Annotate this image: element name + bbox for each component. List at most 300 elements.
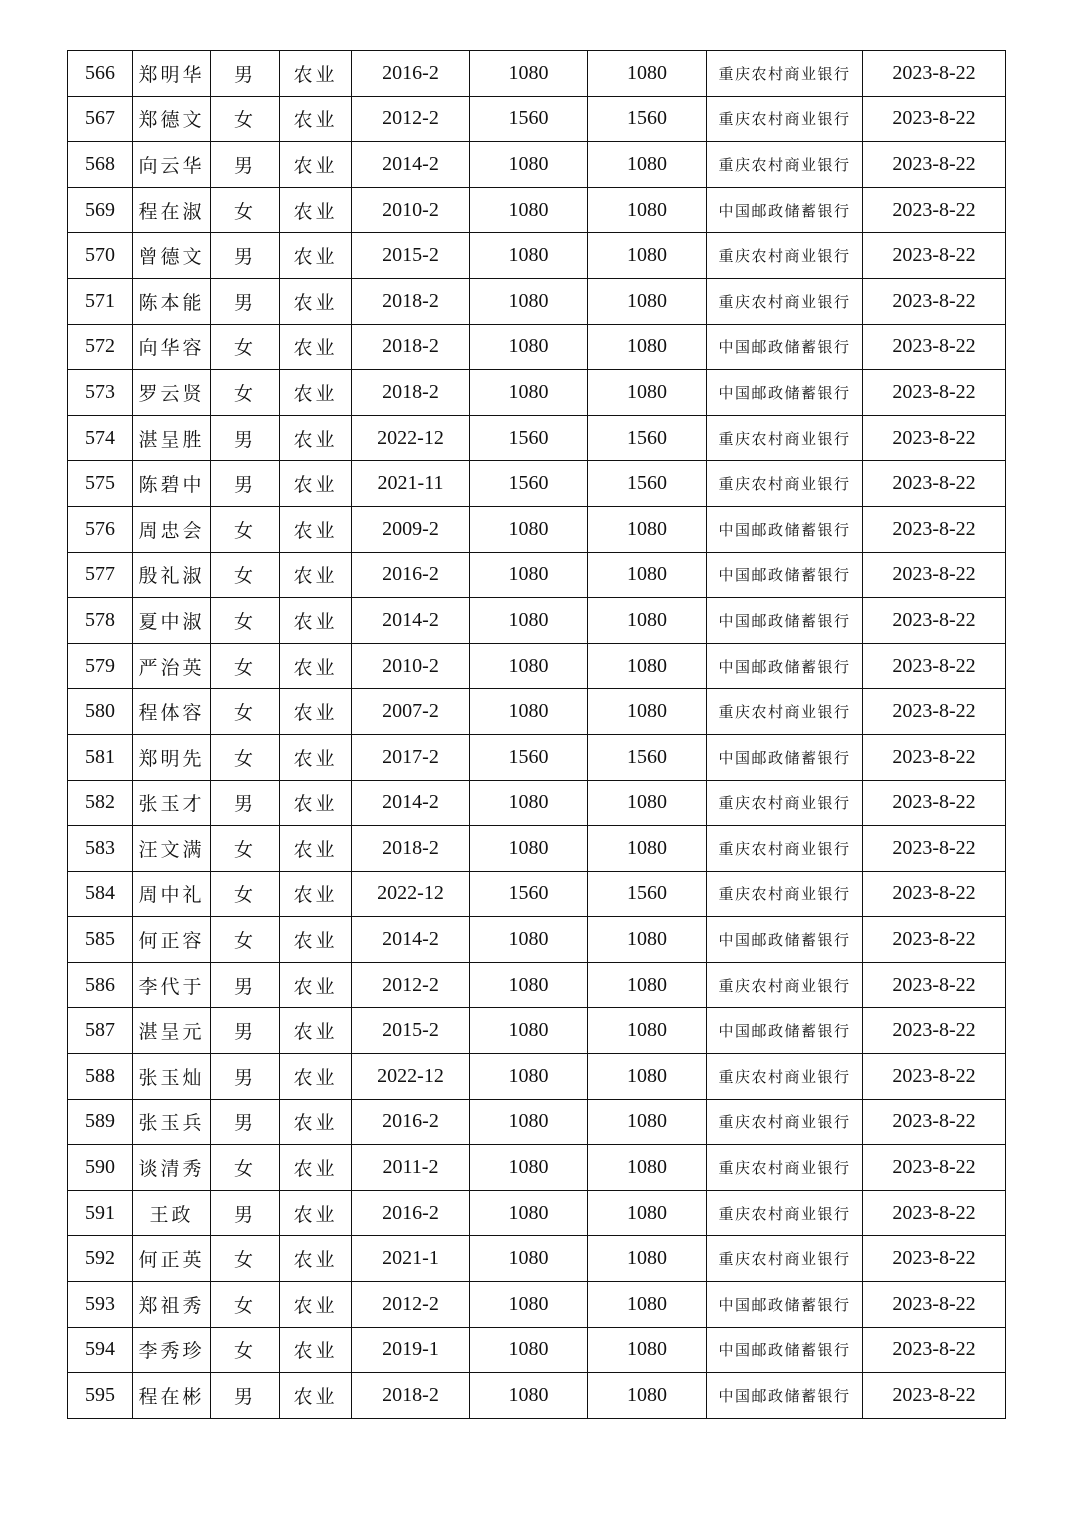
bank-cell: 重庆农村商业银行 [707, 1054, 863, 1100]
occupation-cell: 农业 [280, 1099, 352, 1145]
occupation-cell: 农业 [280, 187, 352, 233]
name-cell: 向华容 [133, 324, 211, 370]
row-number-cell: 584 [68, 871, 133, 917]
bank-cell: 重庆农村商业银行 [707, 278, 863, 324]
amount-paid-cell: 1080 [588, 917, 707, 963]
start-date-cell: 2016-2 [352, 1190, 470, 1236]
issue-date-cell: 2023-8-22 [863, 1099, 1006, 1145]
name-cell: 陈碧中 [133, 461, 211, 507]
row-number-cell: 593 [68, 1282, 133, 1328]
issue-date-cell: 2023-8-22 [863, 689, 1006, 735]
start-date-cell: 2017-2 [352, 734, 470, 780]
gender-cell: 女 [211, 1145, 280, 1191]
row-number-cell: 589 [68, 1099, 133, 1145]
amount-cell: 1080 [470, 643, 588, 689]
occupation-cell: 农业 [280, 1236, 352, 1282]
amount-paid-cell: 1080 [588, 598, 707, 644]
name-cell: 汪文满 [133, 826, 211, 872]
table-row [68, 552, 1006, 598]
amount-paid-cell: 1080 [588, 689, 707, 735]
occupation-cell: 农业 [280, 415, 352, 461]
name-cell: 湛呈胜 [133, 415, 211, 461]
amount-cell: 1080 [470, 51, 588, 97]
amount-cell: 1560 [470, 461, 588, 507]
row-number-cell: 570 [68, 233, 133, 279]
amount-cell: 1080 [470, 233, 588, 279]
issue-date-cell: 2023-8-22 [863, 96, 1006, 142]
table-row [68, 1373, 1006, 1419]
bank-cell: 中国邮政储蓄银行 [707, 370, 863, 416]
gender-cell: 女 [211, 1236, 280, 1282]
table-row [68, 51, 1006, 97]
name-cell: 程体容 [133, 689, 211, 735]
bank-cell: 重庆农村商业银行 [707, 962, 863, 1008]
row-number-cell: 571 [68, 278, 133, 324]
gender-cell: 女 [211, 689, 280, 735]
amount-paid-cell: 1080 [588, 187, 707, 233]
amount-cell: 1080 [470, 278, 588, 324]
name-cell: 湛呈元 [133, 1008, 211, 1054]
row-number-cell: 586 [68, 962, 133, 1008]
amount-cell: 1080 [470, 689, 588, 735]
gender-cell: 男 [211, 1008, 280, 1054]
amount-paid-cell: 1080 [588, 370, 707, 416]
start-date-cell: 2018-2 [352, 1373, 470, 1419]
bank-cell: 重庆农村商业银行 [707, 233, 863, 279]
occupation-cell: 农业 [280, 51, 352, 97]
occupation-cell: 农业 [280, 370, 352, 416]
bank-cell: 重庆农村商业银行 [707, 142, 863, 188]
name-cell: 王政 [133, 1190, 211, 1236]
occupation-cell: 农业 [280, 1145, 352, 1191]
amount-cell: 1560 [470, 415, 588, 461]
start-date-cell: 2014-2 [352, 598, 470, 644]
amount-paid-cell: 1560 [588, 871, 707, 917]
occupation-cell: 农业 [280, 1008, 352, 1054]
issue-date-cell: 2023-8-22 [863, 1054, 1006, 1100]
occupation-cell: 农业 [280, 643, 352, 689]
amount-cell: 1080 [470, 142, 588, 188]
bank-cell: 重庆农村商业银行 [707, 51, 863, 97]
row-number-cell: 585 [68, 917, 133, 963]
roster-table [67, 50, 1006, 1419]
amount-cell: 1080 [470, 962, 588, 1008]
gender-cell: 女 [211, 643, 280, 689]
issue-date-cell: 2023-8-22 [863, 734, 1006, 780]
amount-cell: 1080 [470, 324, 588, 370]
table-row [68, 1099, 1006, 1145]
amount-paid-cell: 1080 [588, 552, 707, 598]
gender-cell: 女 [211, 917, 280, 963]
start-date-cell: 2014-2 [352, 917, 470, 963]
occupation-cell: 农业 [280, 233, 352, 279]
occupation-cell: 农业 [280, 1327, 352, 1373]
name-cell: 罗云贤 [133, 370, 211, 416]
start-date-cell: 2009-2 [352, 506, 470, 552]
amount-paid-cell: 1080 [588, 1327, 707, 1373]
amount-cell: 1080 [470, 1327, 588, 1373]
table-row [68, 643, 1006, 689]
start-date-cell: 2007-2 [352, 689, 470, 735]
amount-paid-cell: 1080 [588, 643, 707, 689]
amount-cell: 1080 [470, 1145, 588, 1191]
start-date-cell: 2018-2 [352, 278, 470, 324]
gender-cell: 男 [211, 278, 280, 324]
amount-cell: 1080 [470, 1054, 588, 1100]
start-date-cell: 2010-2 [352, 643, 470, 689]
gender-cell: 女 [211, 370, 280, 416]
row-number-cell: 594 [68, 1327, 133, 1373]
occupation-cell: 农业 [280, 506, 352, 552]
row-number-cell: 568 [68, 142, 133, 188]
amount-cell: 1080 [470, 598, 588, 644]
occupation-cell: 农业 [280, 1190, 352, 1236]
name-cell: 何正英 [133, 1236, 211, 1282]
amount-paid-cell: 1080 [588, 1054, 707, 1100]
bank-cell: 中国邮政储蓄银行 [707, 1373, 863, 1419]
amount-cell: 1560 [470, 96, 588, 142]
issue-date-cell: 2023-8-22 [863, 142, 1006, 188]
start-date-cell: 2014-2 [352, 142, 470, 188]
occupation-cell: 农业 [280, 278, 352, 324]
occupation-cell: 农业 [280, 552, 352, 598]
start-date-cell: 2021-11 [352, 461, 470, 507]
amount-paid-cell: 1080 [588, 1190, 707, 1236]
row-number-cell: 590 [68, 1145, 133, 1191]
issue-date-cell: 2023-8-22 [863, 51, 1006, 97]
amount-cell: 1080 [470, 506, 588, 552]
issue-date-cell: 2023-8-22 [863, 233, 1006, 279]
table-row [68, 142, 1006, 188]
row-number-cell: 579 [68, 643, 133, 689]
table-row [68, 96, 1006, 142]
amount-cell: 1080 [470, 552, 588, 598]
row-number-cell: 588 [68, 1054, 133, 1100]
row-number-cell: 566 [68, 51, 133, 97]
start-date-cell: 2022-12 [352, 1054, 470, 1100]
gender-cell: 男 [211, 415, 280, 461]
gender-cell: 女 [211, 734, 280, 780]
start-date-cell: 2014-2 [352, 780, 470, 826]
table-row [68, 1190, 1006, 1236]
amount-cell: 1560 [470, 734, 588, 780]
bank-cell: 重庆农村商业银行 [707, 1190, 863, 1236]
gender-cell: 男 [211, 1099, 280, 1145]
amount-cell: 1080 [470, 1008, 588, 1054]
name-cell: 周中礼 [133, 871, 211, 917]
occupation-cell: 农业 [280, 1373, 352, 1419]
issue-date-cell: 2023-8-22 [863, 370, 1006, 416]
name-cell: 郑德文 [133, 96, 211, 142]
occupation-cell: 农业 [280, 689, 352, 735]
row-number-cell: 592 [68, 1236, 133, 1282]
issue-date-cell: 2023-8-22 [863, 962, 1006, 1008]
amount-paid-cell: 1080 [588, 233, 707, 279]
issue-date-cell: 2023-8-22 [863, 1008, 1006, 1054]
bank-cell: 中国邮政储蓄银行 [707, 324, 863, 370]
table-row [68, 187, 1006, 233]
name-cell: 向云华 [133, 142, 211, 188]
issue-date-cell: 2023-8-22 [863, 643, 1006, 689]
gender-cell: 女 [211, 871, 280, 917]
start-date-cell: 2012-2 [352, 1282, 470, 1328]
table-row [68, 1327, 1006, 1373]
name-cell: 郑祖秀 [133, 1282, 211, 1328]
amount-cell: 1080 [470, 826, 588, 872]
row-number-cell: 574 [68, 415, 133, 461]
bank-cell: 重庆农村商业银行 [707, 461, 863, 507]
occupation-cell: 农业 [280, 734, 352, 780]
amount-paid-cell: 1560 [588, 461, 707, 507]
amount-paid-cell: 1080 [588, 51, 707, 97]
table-row [68, 917, 1006, 963]
issue-date-cell: 2023-8-22 [863, 1282, 1006, 1328]
start-date-cell: 2016-2 [352, 552, 470, 598]
amount-cell: 1080 [470, 1373, 588, 1419]
bank-cell: 中国邮政储蓄银行 [707, 1008, 863, 1054]
occupation-cell: 农业 [280, 1282, 352, 1328]
issue-date-cell: 2023-8-22 [863, 552, 1006, 598]
table-row [68, 370, 1006, 416]
gender-cell: 女 [211, 324, 280, 370]
start-date-cell: 2019-1 [352, 1327, 470, 1373]
gender-cell: 男 [211, 461, 280, 507]
gender-cell: 女 [211, 552, 280, 598]
start-date-cell: 2022-12 [352, 415, 470, 461]
bank-cell: 中国邮政储蓄银行 [707, 506, 863, 552]
occupation-cell: 农业 [280, 598, 352, 644]
occupation-cell: 农业 [280, 96, 352, 142]
occupation-cell: 农业 [280, 1054, 352, 1100]
row-number-cell: 581 [68, 734, 133, 780]
issue-date-cell: 2023-8-22 [863, 278, 1006, 324]
amount-cell: 1080 [470, 1190, 588, 1236]
table-row [68, 324, 1006, 370]
issue-date-cell: 2023-8-22 [863, 187, 1006, 233]
table-row [68, 734, 1006, 780]
issue-date-cell: 2023-8-22 [863, 598, 1006, 644]
start-date-cell: 2015-2 [352, 1008, 470, 1054]
gender-cell: 女 [211, 187, 280, 233]
table-row [68, 415, 1006, 461]
start-date-cell: 2016-2 [352, 1099, 470, 1145]
table-row [68, 233, 1006, 279]
start-date-cell: 2011-2 [352, 1145, 470, 1191]
start-date-cell: 2012-2 [352, 962, 470, 1008]
start-date-cell: 2010-2 [352, 187, 470, 233]
row-number-cell: 575 [68, 461, 133, 507]
start-date-cell: 2015-2 [352, 233, 470, 279]
name-cell: 何正容 [133, 917, 211, 963]
table-row [68, 1145, 1006, 1191]
amount-paid-cell: 1560 [588, 415, 707, 461]
row-number-cell: 567 [68, 96, 133, 142]
row-number-cell: 591 [68, 1190, 133, 1236]
amount-paid-cell: 1560 [588, 96, 707, 142]
bank-cell: 重庆农村商业银行 [707, 871, 863, 917]
issue-date-cell: 2023-8-22 [863, 1327, 1006, 1373]
bank-cell: 重庆农村商业银行 [707, 780, 863, 826]
issue-date-cell: 2023-8-22 [863, 780, 1006, 826]
bank-cell: 中国邮政储蓄银行 [707, 917, 863, 963]
gender-cell: 男 [211, 1190, 280, 1236]
bank-cell: 中国邮政储蓄银行 [707, 598, 863, 644]
amount-paid-cell: 1080 [588, 278, 707, 324]
row-number-cell: 577 [68, 552, 133, 598]
bank-cell: 重庆农村商业银行 [707, 1145, 863, 1191]
table-row [68, 780, 1006, 826]
amount-paid-cell: 1080 [588, 506, 707, 552]
bank-cell: 重庆农村商业银行 [707, 689, 863, 735]
issue-date-cell: 2023-8-22 [863, 1236, 1006, 1282]
gender-cell: 女 [211, 598, 280, 644]
table-row [68, 826, 1006, 872]
start-date-cell: 2012-2 [352, 96, 470, 142]
gender-cell: 女 [211, 96, 280, 142]
occupation-cell: 农业 [280, 826, 352, 872]
occupation-cell: 农业 [280, 917, 352, 963]
gender-cell: 男 [211, 1054, 280, 1100]
start-date-cell: 2018-2 [352, 826, 470, 872]
table-row [68, 1008, 1006, 1054]
start-date-cell: 2022-12 [352, 871, 470, 917]
gender-cell: 女 [211, 506, 280, 552]
bank-cell: 中国邮政储蓄银行 [707, 552, 863, 598]
issue-date-cell: 2023-8-22 [863, 461, 1006, 507]
amount-cell: 1560 [470, 871, 588, 917]
occupation-cell: 农业 [280, 142, 352, 188]
row-number-cell: 576 [68, 506, 133, 552]
name-cell: 张玉灿 [133, 1054, 211, 1100]
table-row [68, 278, 1006, 324]
row-number-cell: 582 [68, 780, 133, 826]
name-cell: 严治英 [133, 643, 211, 689]
row-number-cell: 583 [68, 826, 133, 872]
issue-date-cell: 2023-8-22 [863, 871, 1006, 917]
amount-paid-cell: 1080 [588, 1236, 707, 1282]
name-cell: 陈本能 [133, 278, 211, 324]
row-number-cell: 578 [68, 598, 133, 644]
bank-cell: 重庆农村商业银行 [707, 1236, 863, 1282]
start-date-cell: 2021-1 [352, 1236, 470, 1282]
gender-cell: 男 [211, 233, 280, 279]
name-cell: 郑明先 [133, 734, 211, 780]
table-row [68, 689, 1006, 735]
name-cell: 谈清秀 [133, 1145, 211, 1191]
issue-date-cell: 2023-8-22 [863, 324, 1006, 370]
table-row [68, 1282, 1006, 1328]
row-number-cell: 580 [68, 689, 133, 735]
amount-paid-cell: 1080 [588, 1282, 707, 1328]
gender-cell: 男 [211, 780, 280, 826]
occupation-cell: 农业 [280, 871, 352, 917]
amount-paid-cell: 1080 [588, 826, 707, 872]
occupation-cell: 农业 [280, 962, 352, 1008]
gender-cell: 男 [211, 1373, 280, 1419]
bank-cell: 重庆农村商业银行 [707, 96, 863, 142]
table-row [68, 461, 1006, 507]
table-row [68, 962, 1006, 1008]
gender-cell: 女 [211, 1327, 280, 1373]
start-date-cell: 2016-2 [352, 51, 470, 97]
issue-date-cell: 2023-8-22 [863, 506, 1006, 552]
amount-cell: 1080 [470, 370, 588, 416]
table-row [68, 871, 1006, 917]
row-number-cell: 595 [68, 1373, 133, 1419]
gender-cell: 女 [211, 1282, 280, 1328]
amount-paid-cell: 1080 [588, 142, 707, 188]
bank-cell: 中国邮政储蓄银行 [707, 187, 863, 233]
start-date-cell: 2018-2 [352, 370, 470, 416]
amount-paid-cell: 1080 [588, 1099, 707, 1145]
amount-cell: 1080 [470, 187, 588, 233]
issue-date-cell: 2023-8-22 [863, 826, 1006, 872]
amount-cell: 1080 [470, 780, 588, 826]
amount-paid-cell: 1080 [588, 962, 707, 1008]
row-number-cell: 573 [68, 370, 133, 416]
amount-paid-cell: 1080 [588, 1373, 707, 1419]
amount-cell: 1080 [470, 917, 588, 963]
issue-date-cell: 2023-8-22 [863, 1373, 1006, 1419]
row-number-cell: 569 [68, 187, 133, 233]
roster-body [68, 51, 1006, 1419]
amount-paid-cell: 1080 [588, 1008, 707, 1054]
name-cell: 张玉兵 [133, 1099, 211, 1145]
bank-cell: 重庆农村商业银行 [707, 415, 863, 461]
amount-cell: 1080 [470, 1236, 588, 1282]
occupation-cell: 农业 [280, 780, 352, 826]
name-cell: 程在彬 [133, 1373, 211, 1419]
name-cell: 周忠会 [133, 506, 211, 552]
occupation-cell: 农业 [280, 461, 352, 507]
table-row [68, 1054, 1006, 1100]
amount-paid-cell: 1080 [588, 1145, 707, 1191]
name-cell: 李秀珍 [133, 1327, 211, 1373]
table-row [68, 1236, 1006, 1282]
start-date-cell: 2018-2 [352, 324, 470, 370]
bank-cell: 中国邮政储蓄银行 [707, 643, 863, 689]
issue-date-cell: 2023-8-22 [863, 1190, 1006, 1236]
name-cell: 殷礼淑 [133, 552, 211, 598]
amount-paid-cell: 1560 [588, 734, 707, 780]
amount-cell: 1080 [470, 1282, 588, 1328]
row-number-cell: 587 [68, 1008, 133, 1054]
amount-cell: 1080 [470, 1099, 588, 1145]
issue-date-cell: 2023-8-22 [863, 415, 1006, 461]
name-cell: 郑明华 [133, 51, 211, 97]
gender-cell: 男 [211, 962, 280, 1008]
gender-cell: 女 [211, 826, 280, 872]
name-cell: 曾德文 [133, 233, 211, 279]
occupation-cell: 农业 [280, 324, 352, 370]
table-row [68, 506, 1006, 552]
table-row [68, 598, 1006, 644]
gender-cell: 男 [211, 142, 280, 188]
bank-cell: 重庆农村商业银行 [707, 826, 863, 872]
issue-date-cell: 2023-8-22 [863, 917, 1006, 963]
issue-date-cell: 2023-8-22 [863, 1145, 1006, 1191]
amount-paid-cell: 1080 [588, 780, 707, 826]
amount-paid-cell: 1080 [588, 324, 707, 370]
bank-cell: 中国邮政储蓄银行 [707, 1327, 863, 1373]
name-cell: 李代于 [133, 962, 211, 1008]
name-cell: 张玉才 [133, 780, 211, 826]
row-number-cell: 572 [68, 324, 133, 370]
bank-cell: 重庆农村商业银行 [707, 1099, 863, 1145]
bank-cell: 中国邮政储蓄银行 [707, 1282, 863, 1328]
name-cell: 程在淑 [133, 187, 211, 233]
name-cell: 夏中淑 [133, 598, 211, 644]
